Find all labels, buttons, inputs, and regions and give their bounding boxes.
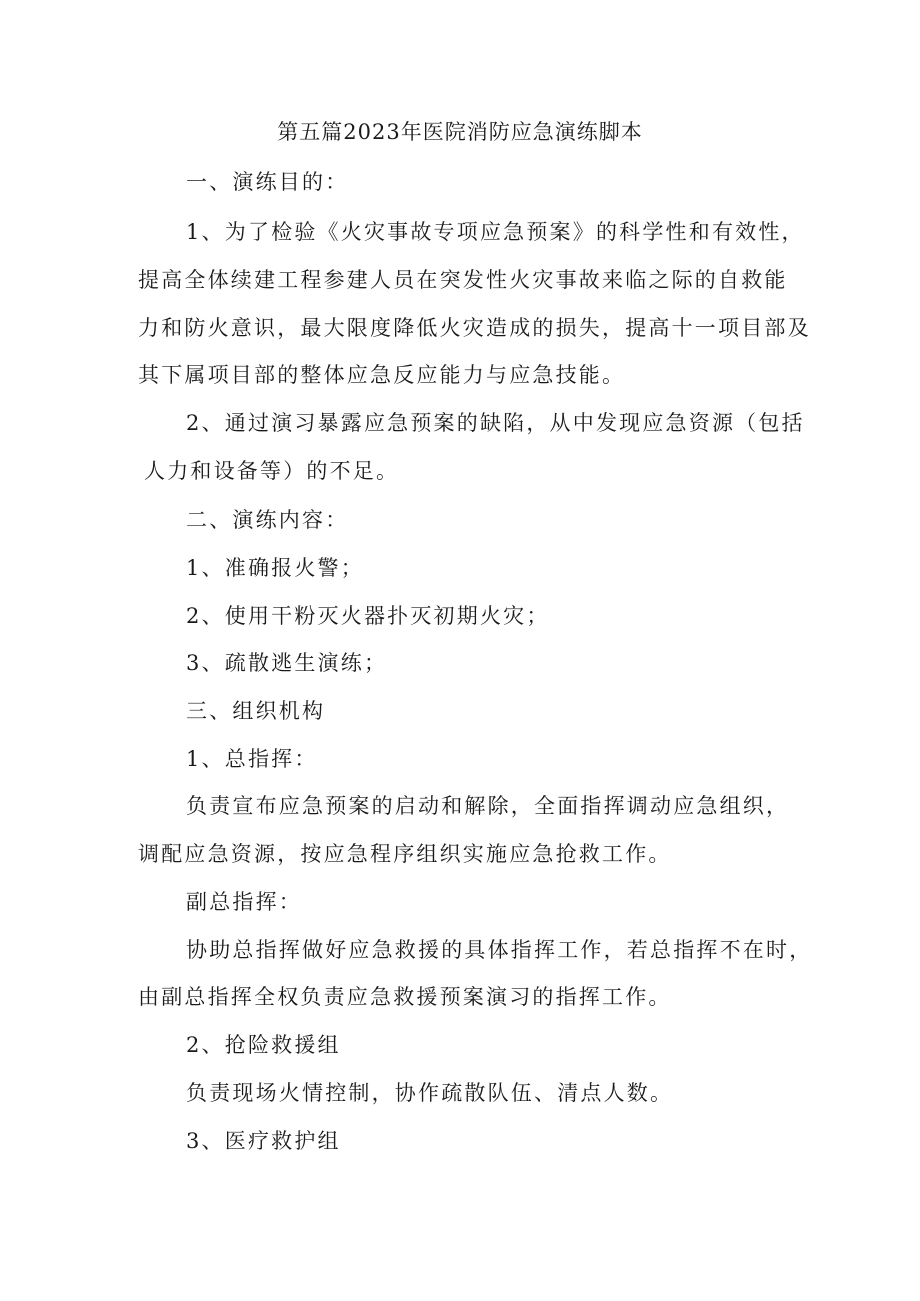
section-heading-organization: 三、组织机构: [186, 699, 326, 723]
list-item: 2、使用干粉灭火器扑灭初期火灾；: [186, 604, 550, 628]
section-heading-content: 二、演练内容：: [186, 508, 349, 532]
paragraph-line: 调配应急资源，按应急程序组织实施应急抢救工作。: [138, 842, 672, 866]
subheading: 副总指挥：: [186, 890, 302, 914]
paragraph-line: 协助总指挥做好应急救援的具体指挥工作，若总指挥不在时，: [186, 938, 813, 962]
subheading: 2、抢险救援组: [186, 1033, 341, 1057]
paragraph-line: 力和防火意识，最大限度降低火灾造成的损失，提高十一项目部及: [138, 316, 811, 340]
paragraph-line: 1、为了检验《火灾事故专项应急预案》的科学性和有效性，: [186, 220, 805, 244]
paragraph-line: 负责宣布应急预案的启动和解除，全面指挥调动应急组织，: [186, 794, 790, 818]
paragraph-line: 人力和设备等）的不足。: [144, 459, 400, 483]
list-item: 3、疏散逃生演练；: [186, 651, 388, 675]
paragraph-line: 由副总指挥全权负责应急救援预案演习的指挥工作。: [138, 985, 672, 1009]
document-title: 第五篇2023年医院消防应急演练脚本: [277, 120, 643, 144]
subheading: 3、医疗救护组: [186, 1129, 341, 1153]
paragraph-line: 其下属项目部的整体应急反应能力与应急技能。: [138, 363, 626, 387]
paragraph-line: 提高全体续建工程参建人员在突发性火灾事故来临之际的自救能: [138, 268, 788, 292]
list-item: 1、准确报火警；: [186, 556, 364, 580]
paragraph-line: 负责现场火情控制，协作疏散队伍、清点人数。: [186, 1081, 674, 1105]
subheading: 1、总指挥：: [186, 747, 318, 771]
section-heading-purpose: 一、演练目的：: [186, 170, 349, 194]
paragraph-line: 2、通过演习暴露应急预案的缺陷，从中发现应急资源（包括: [186, 411, 805, 435]
